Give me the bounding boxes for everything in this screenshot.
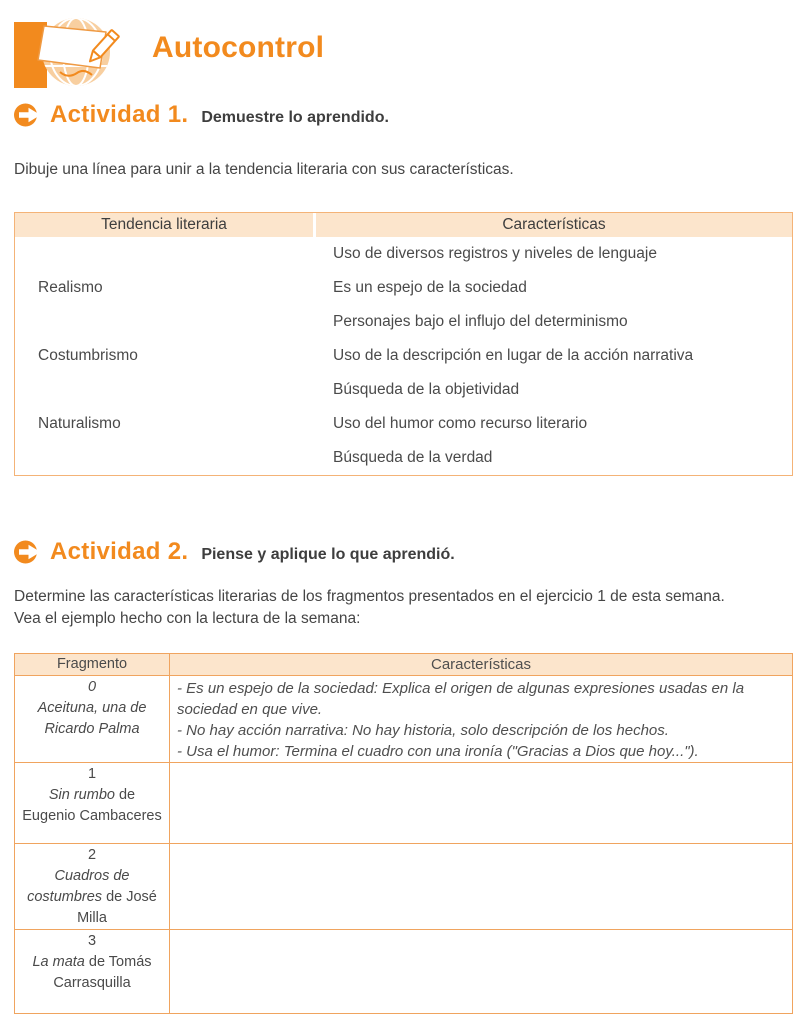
fragment-title: La mata de Tomás Carrasquilla [32,954,152,991]
fragment-row-0 [15,675,792,762]
fragment-number: 0 [87,679,97,695]
tendency-item: Naturalismo [38,415,121,432]
characteristics-example-cell: - Es un espejo de la sociedad: Explica el origen de algunas expresiones usadas en la sociedad en que vive. - No hay acción narrativa: No hay historia, solo descripción de los hechos. - Usa el humor: Termina el cuadro con una ironía ("Gracias a Dios que hoy..."). [177,680,745,760]
column-header-tendencia: Tendencia literaria [15,213,316,237]
answer-cell-3 [170,930,792,1013]
fragment-number: 2 [87,847,97,863]
activity1-subtitle: Demuestre lo aprendido. [201,109,389,126]
fragment-title: Cuadros de costumbres de José Milla [27,868,157,926]
activity2-heading [14,538,793,566]
fragment-number: 3 [87,933,97,949]
tendencies-column [15,237,316,475]
tendencies-table-header [15,213,792,237]
characteristic-item: Uso de la descripción en lugar de la acción narrativa [333,347,694,364]
activity1-label: Actividad 1. [50,101,189,128]
arrow-right-icon [14,103,41,127]
characteristic-item: Búsqueda de la verdad [333,449,493,466]
activity1-heading [14,101,793,129]
characteristic-item: Uso del humor como recurso literario [333,415,588,432]
page-title: Autocontrol [152,31,325,64]
fragment-number: 1 [87,766,97,782]
fragment-cell-3 [15,930,170,1013]
fragment-cell-2 [15,844,170,929]
tendency-item: Realismo [38,279,103,296]
tendency-item: Costumbrismo [38,347,138,364]
autocontrol-header [14,6,793,94]
fragment-row-3 [15,929,792,1013]
tendencies-table [14,212,793,476]
activity2-instruction: Determine las características literarias de los fragmentos presentados en el ejercicio 1 de esta semana. Vea el ejemplo hecho con la lectura de la semana: [14,588,725,627]
fragment-title: Sin rumbo de Eugenio Cambaceres [22,787,162,824]
fragment-row-1 [15,762,792,843]
answer-cell-1 [170,763,792,843]
globe-pencil-icon [14,10,134,90]
activity1-instruction: Dibuje una línea para unir a la tendencia literaria con sus características. [14,161,514,178]
fragments-table [14,653,793,1014]
fragment-cell-1 [15,763,170,843]
fragment-title: Aceituna, una de Ricardo Palma [37,700,147,737]
fragments-table-header [15,654,792,675]
answer-cell-2 [170,844,792,929]
worksheet-page [0,6,807,1014]
fragment-cell-0 [15,676,170,762]
activity2-subtitle: Piense y aplique lo que aprendió. [201,546,455,563]
fragment-row-2 [15,843,792,929]
column-header-caracteristicas: Características [502,216,606,233]
characteristic-item: Es un espejo de la sociedad [333,279,527,296]
arrow-right-icon [14,540,41,564]
characteristic-item: Personajes bajo el influjo del determinismo [333,313,628,330]
characteristics-column [316,237,792,475]
tendencies-table-body [15,237,792,475]
column-header-caracteristicas-2: Características [430,656,532,673]
column-header-fragmento: Fragmento [15,654,170,675]
characteristic-item: Búsqueda de la objetividad [333,381,520,398]
characteristic-item: Uso de diversos registros y niveles de lenguaje [333,245,657,262]
activity2-label: Actividad 2. [50,538,189,565]
